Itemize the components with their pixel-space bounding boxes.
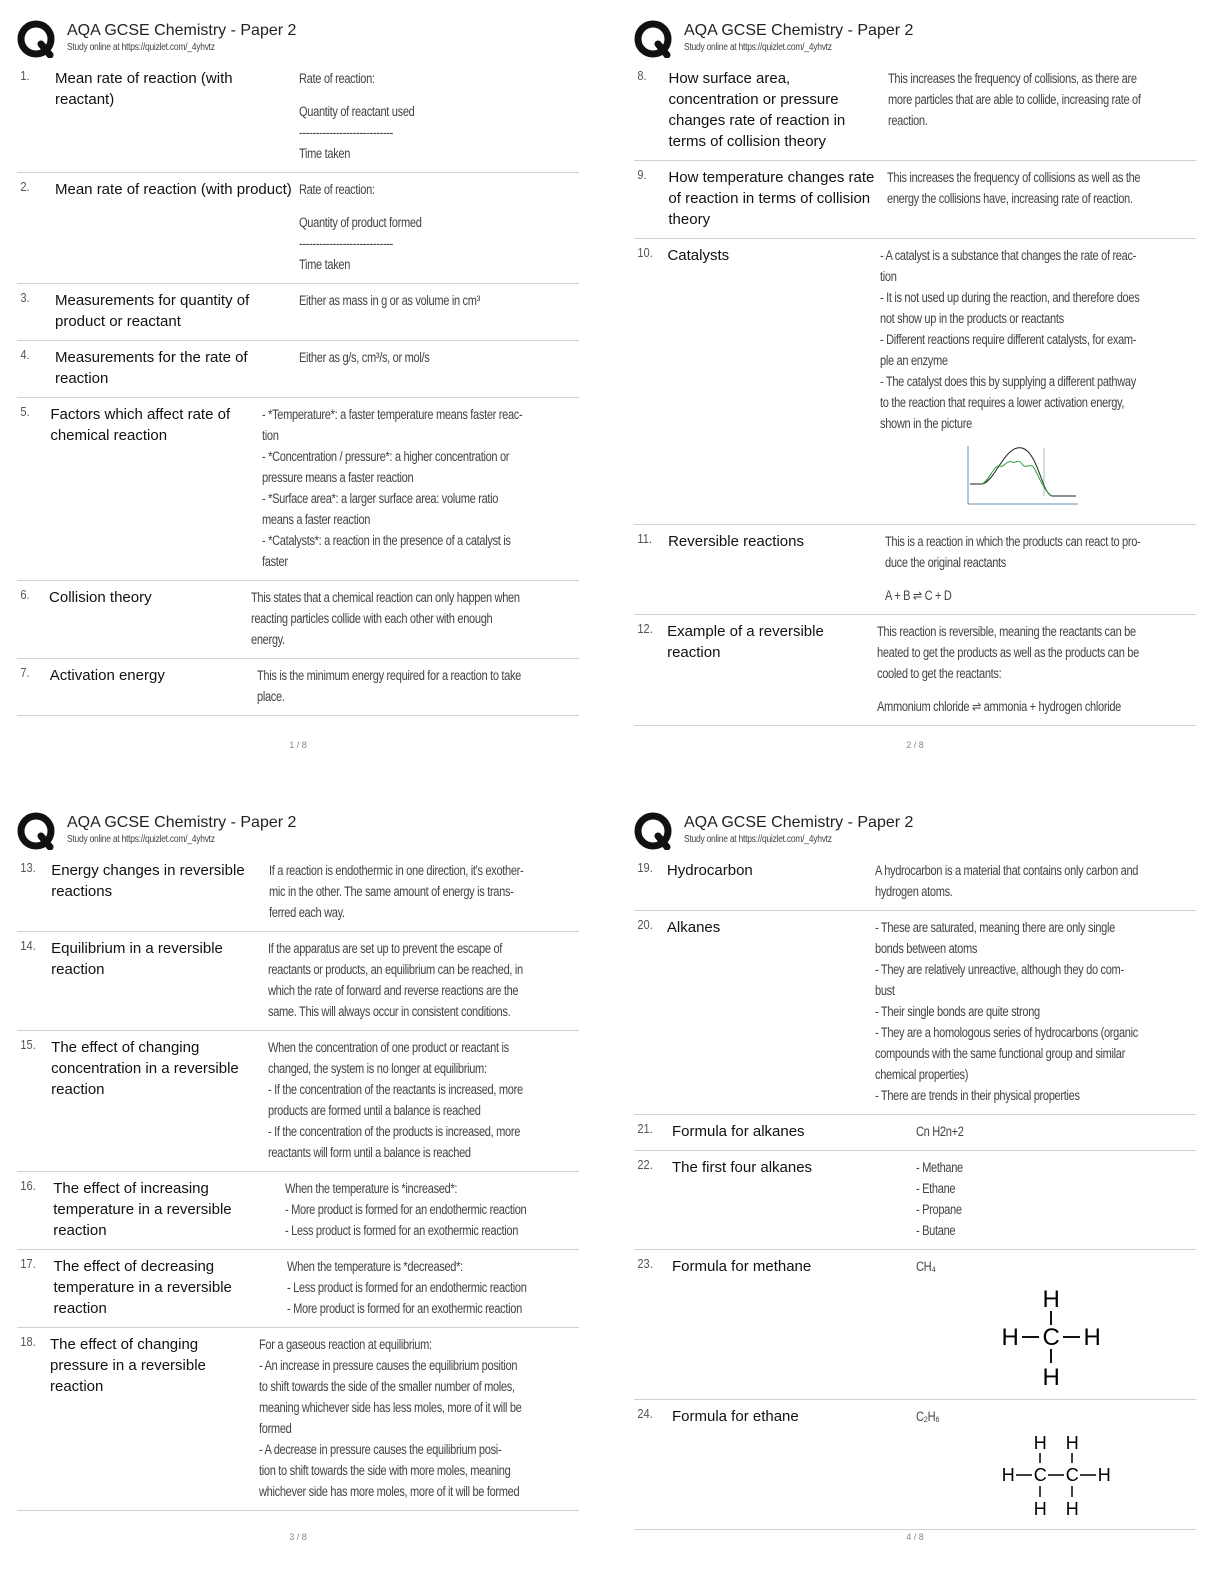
card-definition	[268, 1037, 579, 1163]
definition-line: For a gaseous reaction at equilibrium:	[258, 1337, 432, 1352]
definition-line: This states that a chemical reaction can only happen when	[251, 590, 521, 605]
definition-line: bonds between atoms	[875, 941, 978, 956]
card-definition	[916, 1256, 1196, 1391]
card-definition	[875, 917, 1196, 1106]
definition-line: pressure means a faster reaction	[261, 470, 413, 485]
flashcard-row	[17, 854, 579, 932]
svg-text:H: H	[1033, 1499, 1047, 1519]
flashcard-row	[634, 525, 1196, 615]
page-subtitle: Study online at https://quizlet.com/_4yhvtz	[684, 42, 832, 53]
methane-structure	[996, 1281, 1106, 1391]
definition-line: mic in the other. The same amount of energy is trans-	[268, 884, 514, 899]
definition-line: - An increase in pressure causes the equilibrium position	[258, 1358, 518, 1373]
card-definition	[299, 68, 579, 164]
card-number: 22.	[637, 1157, 653, 1172]
definition-line: heated to get the products as well as the products can be	[876, 645, 1139, 660]
definition-line: CH₄	[916, 1259, 936, 1274]
flashcard-row	[634, 1151, 1196, 1250]
page-subtitle: Study online at https://quizlet.com/_4yhvtz	[67, 834, 215, 845]
card-number: 14.	[20, 938, 36, 953]
definition-line: cooled to get the reactants:	[876, 666, 1001, 681]
definition-line: same. This will always occur in consistent conditions.	[268, 1004, 511, 1019]
definition-line: tion	[261, 428, 279, 443]
definition-line: - *Temperature*: a faster temperature means faster reac-	[261, 407, 522, 422]
svg-text:H: H	[1001, 1465, 1015, 1485]
definition-line: ferred each way.	[268, 905, 345, 920]
card-number: 1.	[20, 68, 30, 83]
svg-text:H: H	[1065, 1433, 1079, 1453]
page-number: 1 / 8	[289, 740, 307, 750]
card-definition	[885, 531, 1196, 606]
card-number: 13.	[20, 860, 36, 875]
page-header	[17, 18, 579, 62]
card-definition	[299, 290, 579, 332]
definition-line: A hydrocarbon is a material that contains only carbon and	[875, 863, 1139, 878]
card-term: The effect of changing concentration in a reversible reaction	[51, 1039, 239, 1098]
definition-line: This reaction is reversible, meaning the reactants can be	[876, 624, 1136, 639]
definition-line: duce the original reactants	[884, 555, 1006, 570]
page-header	[634, 810, 1196, 854]
definition-line: When the concentration of one product or reactant is	[268, 1040, 510, 1055]
definition-line: Rate of reaction:	[299, 182, 375, 197]
definition-line: Time taken	[299, 257, 351, 272]
definition-line: - If the concentration of the products is increased, more	[268, 1124, 521, 1139]
definition-line: compounds with the same functional group and similar	[875, 1046, 1126, 1061]
card-term: Formula for ethane	[672, 1408, 799, 1425]
definition-line: Ammonium chloride ⇌ ammonia + hydrogen chloride	[876, 699, 1121, 714]
flashcard-row	[17, 1328, 579, 1511]
definition-line: When the temperature is *decreased*:	[286, 1259, 463, 1274]
definition-line: reactants will form until a balance is reached	[268, 1145, 471, 1160]
card-number: 15.	[20, 1037, 36, 1052]
svg-text:C: C	[1065, 1465, 1079, 1485]
definition-line: ----------------------------	[299, 236, 394, 251]
definition-line: This is the minimum energy required for a reaction to take	[257, 668, 522, 683]
card-number: 4.	[20, 347, 30, 362]
card-number: 8.	[637, 68, 647, 83]
definition-line: - Less product is formed for an exothermic reaction	[284, 1223, 518, 1238]
definition-line: energy.	[251, 632, 286, 647]
page-header	[17, 810, 579, 854]
definition-line: - If the concentration of the reactants is increased, more	[268, 1082, 524, 1097]
card-term: Mean rate of reaction (with reactant)	[55, 70, 233, 108]
card-definition	[888, 68, 1196, 152]
quizlet-logo-icon	[634, 20, 672, 58]
page-subtitle: Study online at https://quizlet.com/_4yhvtz	[67, 42, 215, 53]
definition-line: This increases the frequency of collisions as well as the	[887, 170, 1141, 185]
definition-line: - More product is formed for an endothermic reaction	[284, 1202, 527, 1217]
definition-line: hydrogen atoms.	[875, 884, 953, 899]
definition-line: changed, the system is no longer at equilibrium:	[268, 1061, 487, 1076]
definition-line: to the reaction that requires a lower activation energy,	[879, 395, 1124, 410]
card-number: 19.	[637, 860, 653, 875]
definition-line: ----------------------------	[299, 125, 394, 140]
card-definition	[299, 179, 579, 275]
page-2	[634, 18, 1196, 778]
page-number: 3 / 8	[289, 1532, 307, 1542]
definition-line: C₂H₆	[916, 1409, 940, 1424]
flashcard-row	[634, 239, 1196, 525]
card-number: 9.	[637, 167, 647, 182]
svg-text:H: H	[1083, 1324, 1101, 1351]
page-title: AQA GCSE Chemistry - Paper 2	[67, 814, 297, 831]
flashcard-row	[634, 1115, 1196, 1151]
card-number: 2.	[20, 179, 30, 194]
flashcard-row	[17, 932, 579, 1031]
definition-line: whichever side has more moles, more of it will be formed	[258, 1484, 520, 1499]
card-number: 10.	[637, 245, 653, 260]
definition-line: means a faster reaction	[261, 512, 370, 527]
definition-line: energy the collisions have, increasing rate of reaction.	[887, 191, 1133, 206]
definition-line: This is a reaction in which the products can react to pro-	[884, 534, 1140, 549]
card-term: How surface area, concentration or pressure changes rate of reaction in terms of collision theory	[668, 70, 846, 150]
card-definition	[875, 860, 1196, 902]
definition-line: bust	[875, 983, 895, 998]
activation-energy-diagram	[960, 442, 1080, 512]
page-title: AQA GCSE Chemistry - Paper 2	[67, 22, 297, 39]
flashcard-row	[17, 62, 579, 173]
flashcard-row	[634, 911, 1196, 1115]
card-term: Hydrocarbon	[666, 862, 753, 879]
definition-line: - *Surface area*: a larger surface area: volume ratio	[261, 491, 498, 506]
definition-line: A + B ⇌ C + D	[884, 588, 952, 603]
definition-line: - Different reactions require different catalysts, for exam-	[879, 332, 1136, 347]
card-term: Activation energy	[49, 667, 165, 684]
definition-line: This increases the frequency of collisions, as there are	[887, 71, 1137, 86]
flashcard-list	[634, 62, 1196, 726]
definition-line: tion to shift towards the side with more moles, meaning	[258, 1463, 511, 1478]
page-number: 2 / 8	[906, 740, 924, 750]
card-term: Formula for alkanes	[672, 1123, 805, 1140]
card-term: The effect of increasing temperature in a reversible reaction	[53, 1180, 232, 1239]
card-definition	[257, 665, 579, 707]
flashcard-row	[17, 1172, 579, 1250]
page-4	[634, 810, 1196, 1570]
definition-line: - A catalyst is a substance that changes the rate of reac-	[879, 248, 1136, 263]
definition-line: - There are trends in their physical properties	[875, 1088, 1080, 1103]
quizlet-logo-icon	[634, 812, 672, 850]
page-title: AQA GCSE Chemistry - Paper 2	[684, 22, 914, 39]
definition-line: - They are a homologous series of hydrocarbons (organic	[875, 1025, 1139, 1040]
quizlet-logo-icon	[17, 20, 55, 58]
definition-line: - More product is formed for an exothermic reaction	[286, 1301, 522, 1316]
card-number: 24.	[637, 1406, 653, 1421]
flashcard-row	[17, 398, 579, 581]
flashcard-row	[17, 341, 579, 398]
definition-line: - They are relatively unreactive, although they do com-	[875, 962, 1125, 977]
definition-line: - A decrease in pressure causes the equilibrium posi-	[258, 1442, 502, 1457]
card-definition	[251, 587, 579, 650]
definition-line: Time taken	[299, 146, 351, 161]
definition-line: formed	[258, 1421, 292, 1436]
definition-line: Either as g/s, cm³/s, or mol/s	[299, 350, 430, 365]
definition-line: - *Concentration / pressure*: a higher concentration or	[261, 449, 509, 464]
svg-text:H: H	[1065, 1499, 1079, 1519]
definition-line: - Their single bonds are quite strong	[875, 1004, 1041, 1019]
flashcard-row	[17, 173, 579, 284]
card-term: Collision theory	[49, 589, 152, 606]
card-definition	[877, 621, 1196, 717]
definition-line: more particles that are able to collide, increasing rate of	[887, 92, 1141, 107]
card-term: Measurements for the rate of reaction	[55, 349, 248, 387]
page-header	[634, 18, 1196, 62]
card-term: Catalysts	[667, 247, 730, 264]
definition-line: tion	[879, 269, 897, 284]
quizlet-logo-icon	[17, 812, 55, 850]
card-definition	[285, 1178, 579, 1241]
card-definition	[259, 1334, 579, 1502]
flashcard-row	[17, 1031, 579, 1172]
page-number: 4 / 8	[906, 1532, 924, 1542]
card-number: 21.	[637, 1121, 653, 1136]
card-term: The effect of changing pressure in a reversible reaction	[49, 1336, 206, 1395]
card-definition	[916, 1121, 1196, 1142]
definition-line: reacting particles collide with each other with enough	[251, 611, 493, 626]
card-number: 7.	[20, 665, 30, 680]
flashcard-row	[634, 161, 1196, 239]
svg-text:H: H	[1042, 1286, 1060, 1313]
definition-line: - Ethane	[916, 1181, 956, 1196]
definition-line: Quantity of reactant used	[299, 104, 415, 119]
definition-line: to shift towards the side of the smaller number of moles,	[258, 1379, 515, 1394]
definition-line: not show up in the products or reactants	[879, 311, 1064, 326]
definition-line: shown in the picture	[879, 416, 972, 431]
definition-line: place.	[257, 689, 285, 704]
card-number: 20.	[637, 917, 653, 932]
definition-line: Cn H2n+2	[916, 1124, 964, 1139]
flashcard-row	[634, 1400, 1196, 1530]
definition-line: - These are saturated, meaning there are only single	[875, 920, 1116, 935]
card-definition	[262, 404, 580, 572]
card-definition	[916, 1157, 1196, 1241]
svg-text:C: C	[1042, 1324, 1060, 1351]
definition-line: If the apparatus are set up to prevent the escape of	[268, 941, 503, 956]
svg-text:H: H	[1001, 1324, 1019, 1351]
svg-text:H: H	[1097, 1465, 1111, 1485]
card-definition	[887, 167, 1196, 230]
definition-line: chemical properties)	[875, 1067, 969, 1082]
flashcard-row	[634, 854, 1196, 911]
svg-text:C: C	[1033, 1465, 1047, 1485]
card-term: Reversible reactions	[668, 533, 804, 550]
definition-line: If a reaction is endothermic in one direction, it's exother-	[268, 863, 524, 878]
definition-line: reactants or products, an equilibrium can be reached, in	[268, 962, 524, 977]
card-number: 6.	[20, 587, 30, 602]
svg-text:H: H	[1033, 1433, 1047, 1453]
card-number: 23.	[637, 1256, 653, 1271]
definition-line: faster	[261, 554, 288, 569]
card-definition	[916, 1406, 1196, 1521]
flashcard-row	[17, 284, 579, 341]
card-term: Measurements for quantity of product or reactant	[55, 292, 250, 330]
card-term: Formula for methane	[672, 1258, 812, 1275]
card-term: Factors which affect rate of chemical reaction	[50, 406, 231, 444]
definition-line: - Less product is formed for an endothermic reaction	[286, 1280, 527, 1295]
card-term: The effect of decreasing temperature in a reversible reaction	[53, 1258, 232, 1317]
definition-line: products are formed until a balance is reached	[268, 1103, 481, 1118]
card-term: Energy changes in reversible reactions	[51, 862, 245, 900]
definition-line: - Methane	[916, 1160, 963, 1175]
flashcard-row	[634, 1250, 1196, 1400]
definition-line: - The catalyst does this by supplying a different pathway	[879, 374, 1136, 389]
flashcard-row	[634, 62, 1196, 161]
card-number: 11.	[637, 531, 652, 546]
definition-line: Quantity of product formed	[299, 215, 422, 230]
page-subtitle: Study online at https://quizlet.com/_4yhvtz	[684, 834, 832, 845]
card-number: 3.	[20, 290, 30, 305]
flashcard-row	[17, 659, 579, 716]
ethane-structure	[996, 1431, 1116, 1521]
card-number: 12.	[637, 621, 653, 636]
svg-text:H: H	[1042, 1364, 1060, 1391]
card-number: 5.	[20, 404, 30, 419]
card-number: 17.	[20, 1256, 36, 1271]
card-term: Mean rate of reaction (with product)	[55, 181, 292, 198]
card-number: 18.	[20, 1334, 36, 1349]
card-term: Example of a reversible reaction	[667, 623, 824, 661]
page-1	[17, 18, 579, 778]
flashcard-row	[17, 1250, 579, 1328]
definition-line: Rate of reaction:	[299, 71, 375, 86]
flashcard-list	[634, 854, 1196, 1530]
definition-line: ple an enzyme	[879, 353, 948, 368]
card-definition	[268, 938, 579, 1022]
card-term: How temperature changes rate of reaction in terms of collision theory	[668, 169, 875, 228]
flashcard-list	[17, 62, 579, 716]
card-definition	[287, 1256, 579, 1319]
card-definition	[269, 860, 579, 923]
card-number: 16.	[20, 1178, 36, 1193]
card-definition	[299, 347, 579, 389]
flashcard-list	[17, 854, 579, 1511]
card-definition	[880, 245, 1196, 516]
card-term: Alkanes	[666, 919, 721, 936]
card-term: The first four alkanes	[672, 1159, 813, 1176]
definition-line: meaning whichever side has less moles, more of it will be	[258, 1400, 522, 1415]
definition-line: Either as mass in g or as volume in cm³	[299, 293, 481, 308]
card-term: Equilibrium in a reversible reaction	[51, 940, 223, 978]
page-3	[17, 810, 579, 1570]
definition-line: When the temperature is *increased*:	[284, 1181, 457, 1196]
definition-line: reaction.	[887, 113, 928, 128]
definition-line: - Propane	[916, 1202, 962, 1217]
definition-line: - Butane	[916, 1223, 956, 1238]
flashcard-row	[17, 581, 579, 659]
page-title: AQA GCSE Chemistry - Paper 2	[684, 814, 914, 831]
definition-line: - *Catalysts*: a reaction in the presence of a catalyst is	[261, 533, 511, 548]
definition-line: which the rate of forward and reverse reactions are the	[268, 983, 519, 998]
flashcard-row	[634, 615, 1196, 726]
definition-line: - It is not used up during the reaction, and therefore does	[879, 290, 1140, 305]
